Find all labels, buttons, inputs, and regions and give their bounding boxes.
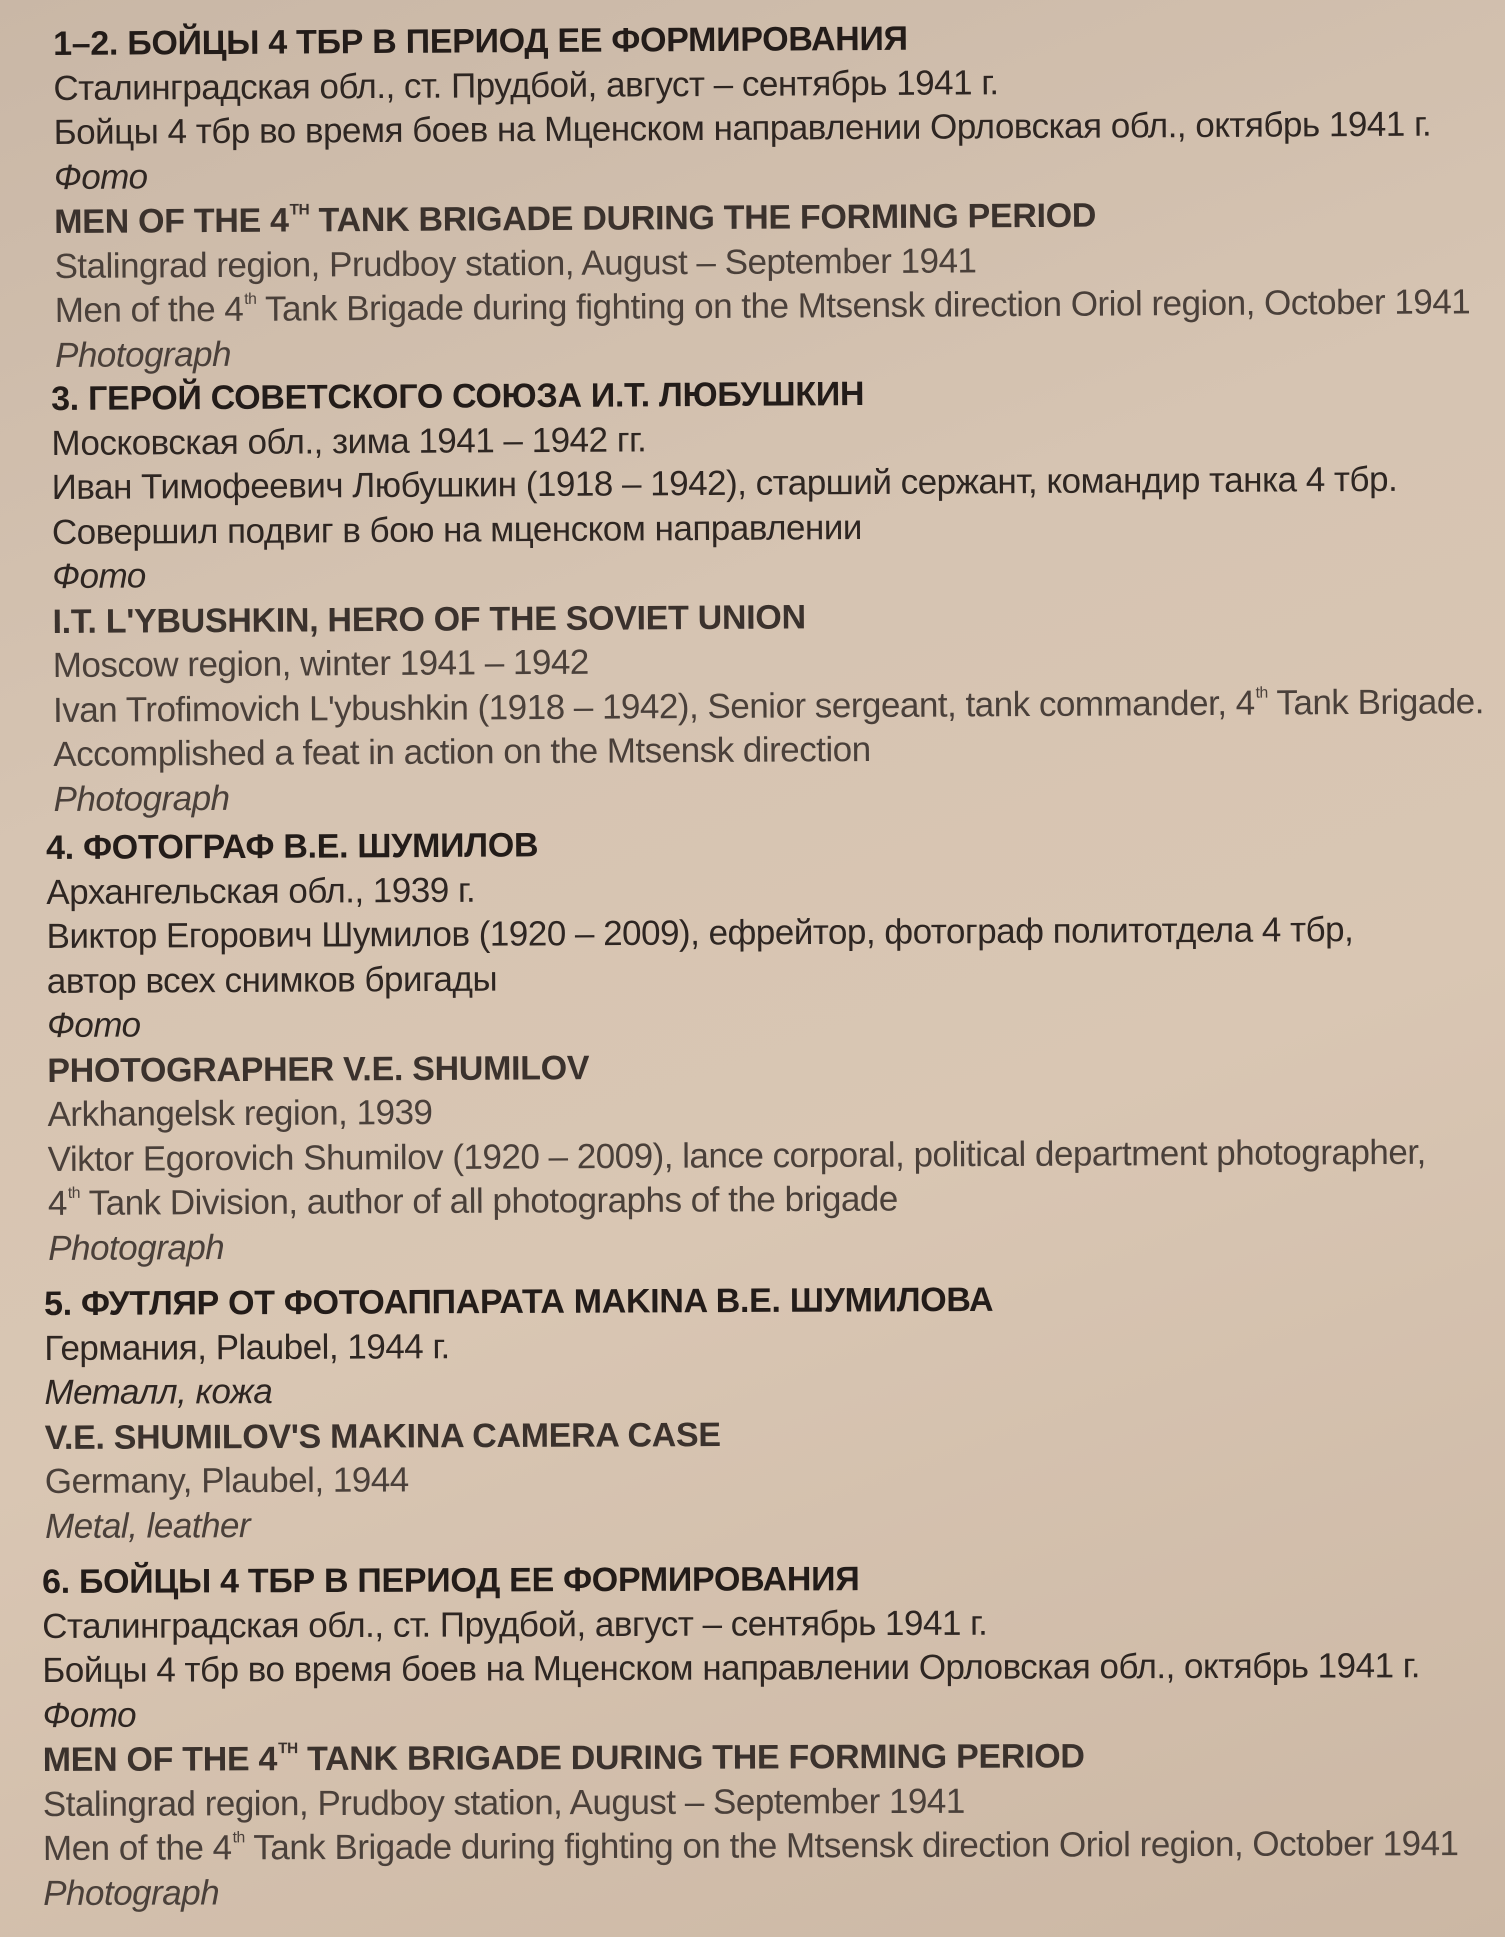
entry-title-ru: 6. БОЙЦЫ 4 ТБР В ПЕРИОД ЕЕ ФОРМИРОВАНИЯ [42,1560,860,1601]
entry-type-ru: Фото [53,156,148,197]
entry-detail-en: Men of the 4th Tank Brigade during fighting on the Mtsensk direction Oriol region, October 1941 [42,1824,1459,1868]
entry-detail-ru: Сталинградская обл., ст. Прудбой, август – сентябрь 1941 г. [53,62,999,108]
entry-detail-en: Stalingrad region, Prudboy station, August – September 1941 [42,1781,965,1824]
entry-title-en: MEN OF THE 4TH TANK BRIGADE DURING THE FORMING PERIOD [54,196,1097,241]
entry-detail-ru: Бойцы 4 тбр во время боев на Мценском направлении Орловская обл., октябрь 1941 г. [53,104,1432,152]
entry-material-ru: Металл, кожа [44,1372,273,1412]
entry-detail-ru: Иван Тимофеевич Любушкин (1918 – 1942), старший сержант, командир танка 4 тбр. [51,459,1398,507]
entry-detail-en: Viktor Egorovich Shumilov (1920 – 2009), lance corporal, political department photographer, [47,1132,1426,1179]
entry-detail-ru: Архангельская обл., 1939 г. [46,870,476,912]
entry-detail-ru: Сталинградская обл., ст. Прудбой, август – сентябрь 1941 г. [42,1603,988,1646]
entry-type-en: Photograph [54,334,232,375]
entry-detail-en: Stalingrad region, Prudboy station, August – September 1941 [54,240,977,286]
entry-type-en: Photograph [53,778,230,819]
exhibit-entry-3 [46,819,1426,1271]
entry-detail-en: Ivan Trofimovich L'ybushkin (1918 – 1942), Senior sergeant, tank commander, 4th Tank Brigade. [52,681,1485,730]
entry-detail-ru: автор всех снимков бригады [46,959,498,1001]
entry-title-en: MEN OF THE 4TH TANK BRIGADE DURING THE FORMING PERIOD [42,1737,1085,1779]
exhibit-entry-1 [53,13,1471,378]
entry-type-ru: Фото [52,556,146,596]
entry-detail-ru: Совершил подвиг в бою на мценском направлении [51,507,862,552]
entry-type-ru: Фото [42,1695,137,1735]
entry-title-ru: 1–2. БОЙЦЫ 4 ТБР В ПЕРИОД ЕЕ ФОРМИРОВАНИЯ [53,19,908,63]
exhibit-entry-2 [51,368,1485,822]
entry-type-ru: Фото [46,1005,141,1045]
entry-title-ru: 3. ГЕРОЙ СОВЕТСКОГО СОЮЗА И.Т. ЛЮБУШКИН [51,375,865,418]
entry-detail-en: 4th Tank Division, author of all photographs of the brigade [47,1179,898,1223]
exhibit-entry-4 [44,1278,994,1549]
entry-detail-ru: Германия, Plaubel, 1944 г. [44,1326,450,1368]
entry-detail-en: Accomplished a feat in action on the Mtsensk direction [53,730,871,774]
entry-title-en: V.E. SHUMILOV'S MAKINA CAMERA CASE [44,1415,721,1457]
entry-detail-ru: Бойцы 4 тбр во время боев на Мценском направлении Орловская обл., октябрь 1941 г. [42,1646,1421,1690]
entry-title-ru: 5. ФУТЛЯР ОТ ФОТОАППАРАТА MAKINA В.Е. ШУМИЛОВА [44,1280,994,1323]
entry-material-en: Metal, leather [44,1505,251,1546]
entry-detail-ru: Московская обл., зима 1941 – 1942 гг. [51,419,647,463]
entry-type-en: Photograph [43,1872,220,1913]
entry-detail-ru: Виктор Егорович Шумилов (1920 – 2009), ефрейтор, фотограф политотдела 4 тбр, [46,910,1354,956]
entry-title-ru: 4. ФОТОГРАФ В.Е. ШУМИЛОВ [46,826,539,867]
entry-type-en: Photograph [48,1227,225,1268]
entry-detail-en: Arkhangelsk region, 1939 [47,1092,433,1134]
entry-detail-en: Men of the 4th Tank Brigade during fighting on the Mtsensk direction Oriol region, October 1941 [54,282,1471,330]
entry-detail-en: Moscow region, winter 1941 – 1942 [52,642,589,685]
exhibit-entry-5 [42,1555,1459,1916]
entry-title-en: PHOTOGRAPHER V.E. SHUMILOV [47,1048,590,1090]
entry-detail-en: Germany, Plaubel, 1944 [44,1460,409,1501]
entry-title-en: I.T. L'YBUSHKIN, HERO OF THE SOVIET UNION [52,597,806,641]
